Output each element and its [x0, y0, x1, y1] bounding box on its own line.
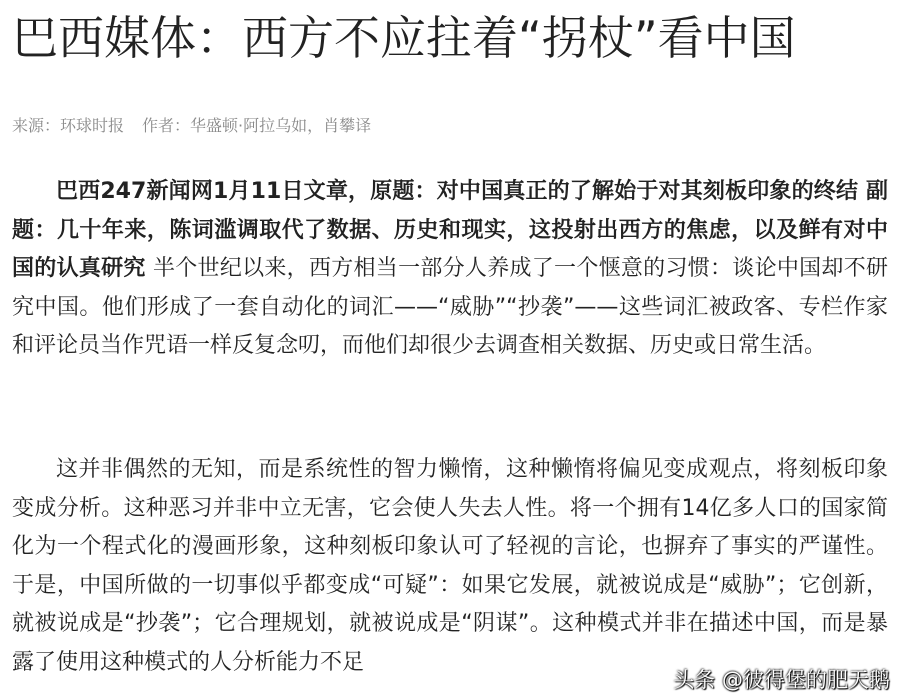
article-paragraph-1-text: 半个世纪以来，西方相当一部分人养成了一个惬意的习惯：谈论中国却不研究中国。他们形成了一套自动化的词汇——“威胁”“抄袭”——这些词汇被政客、专栏作家和评论员当作咒语一样反复念叨，而他们却很少去调查相关数据、历史或日常生活。 — [12, 256, 888, 358]
article-source: 来源：环球时报 — [12, 116, 125, 135]
article-paragraph-1 — [12, 173, 888, 366]
article-paragraph-2 — [12, 451, 888, 682]
article-paragraph-2-text: 这并非偶然的无知，而是系统性的智力懒惰，这种懒惰将偏见变成观点，将刻板印象变成分析。这种恶习并非中立无害，它会使人失去人性。将一个拥有14亿多人口的国家简化为一个程式化的漫画形象，这种刻板印象认可了轻视的言论，也摒弃了事实的严谨性。于是，中国所做的一切事似乎都变成“可疑”：如果它发展，就被说成是“威胁”；它创新，就被说成是“抄袭”；它合理规划，就被说成是“阴谋”。这种模式并非在描述中国，而是暴露了使用这种模式的人分析能力不足 — [12, 457, 888, 675]
article-lead-text: 巴西247新闻网1月11日文章，原题：对中国真正的了解始于对其刻板印象的终结 副题：几十年来，陈词滥调取代了数据、历史和现实，这投射出西方的焦虑，以及鲜有对中国的认真研究 — [12, 179, 888, 281]
article-title: 巴西媒体：西方不应拄着“拐杖”看中国 — [12, 11, 796, 65]
article-author: 作者：华盛顿·阿拉乌如，肖攀译 — [142, 116, 372, 135]
article-meta — [12, 114, 371, 138]
toutiao-watermark: 头条 @彼得堡的肥天鹅 — [673, 668, 890, 692]
